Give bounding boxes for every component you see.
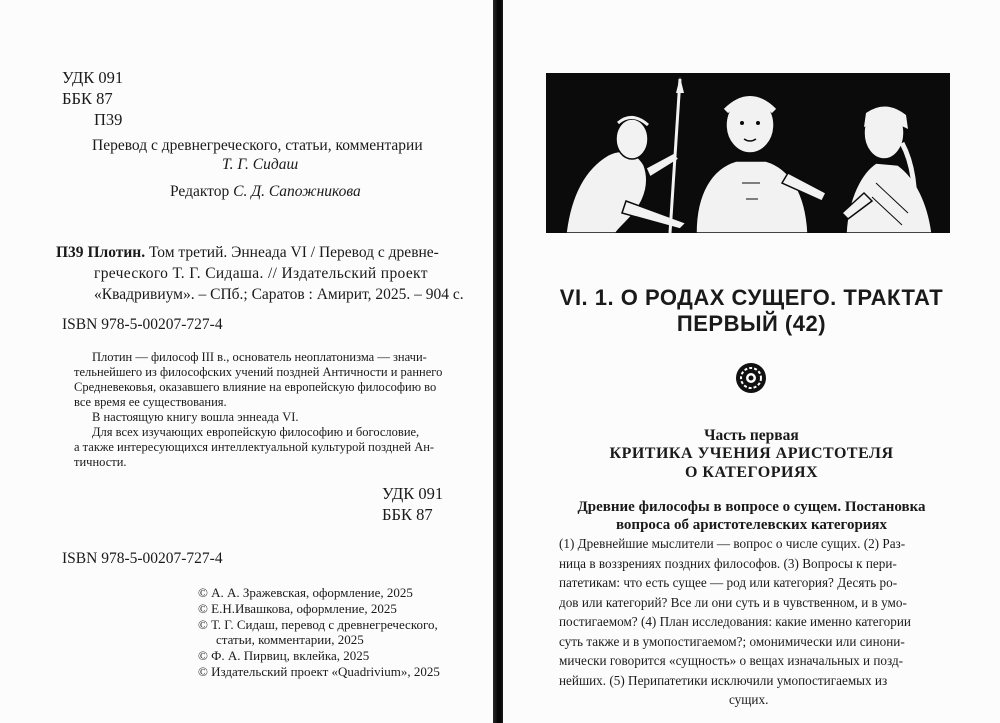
summary-paragraph: [559, 534, 949, 710]
copyright-line: © Издательский проект «Quadrivium», 2025: [198, 664, 440, 679]
part-title-line2: О КАТЕГОРИЯХ: [684, 464, 819, 481]
author-mark: П39: [94, 110, 123, 129]
audience-line: а также интересующихся интеллектуальной культурой поздней Ан-: [74, 440, 435, 454]
editor-credit: [170, 183, 361, 201]
vase-illustration: [546, 73, 950, 233]
abstract-line: Средневековья, оказавшего влияние на европейскую философию во: [74, 380, 437, 394]
abstract: [74, 350, 450, 470]
summary-line: патетикам: что есть сущее — род или категория? Десять ро-: [559, 575, 898, 590]
section-heading-line2: вопроса об аристотелевских категориях: [615, 517, 888, 533]
copyright-line: © Е.Н.Ивашкова, оформление, 2025: [198, 601, 397, 616]
isbn-bottom: ISBN 978-5-00207-727-4: [62, 550, 223, 567]
translation-credit: Перевод с древнегреческого, статьи, комментарии: [92, 137, 423, 154]
summary-line: (1) Древнейшие мыслители — вопрос о числе сущих. (2) Раз-: [559, 536, 906, 551]
editor-name: С. Д. Сапожникова: [233, 183, 361, 200]
audience-line: тичности.: [74, 455, 127, 469]
bib-entry-line3: «Квадривиум». – СПб.; Саратов : Амирит, 2025. – 904 с.: [94, 286, 464, 303]
bib-entry-line2: греческого Т. Г. Сидаша. // Издательский проект: [94, 265, 428, 282]
summary-line: ница в воззрениях поздних философов. (3) Вопросы к пери-: [559, 555, 897, 571]
contents-note: В настоящую книгу вошла эннеада VI.: [92, 410, 299, 424]
bib-text1: Том третий. Эннеада VI / Перевод с древне-: [148, 244, 439, 261]
bbk-code: ББК 87: [62, 89, 113, 108]
copyright-line: статьи, комментарии, 2025: [216, 632, 364, 647]
ornament-icon: [735, 362, 767, 394]
translator-name: Т. Г. Сидаш: [222, 156, 299, 173]
treatise-title-line2: ПЕРВЫЙ (42): [676, 311, 827, 336]
summary-line: дов или категорий? Все ли они суть и в чувственном, и в умо-: [559, 594, 907, 610]
summary-line: мически говорится «сущность» о вещах изначальных и позд-: [559, 653, 904, 668]
copyright-line: © А. А. Зражевская, оформление, 2025: [198, 585, 413, 600]
abstract-line: все время ее существования.: [74, 395, 227, 409]
treatise-title-line1: VI. 1. О РОДАХ СУЩЕГО. ТРАКТАТ: [559, 285, 944, 310]
audience-line: Для всех изучающих европейскую философию и богословие,: [92, 425, 420, 439]
right-page: [503, 0, 1000, 723]
editor-label: Редактор: [170, 183, 230, 200]
part-label: Часть первая: [704, 427, 799, 444]
left-page: [0, 0, 495, 723]
bib-code: П39: [56, 244, 84, 261]
copyright-line: © Т. Г. Сидаш, перевод с древнегреческого,: [198, 617, 438, 632]
section-heading-line1: Древние философы в вопросе о сущем. Постановка: [577, 499, 926, 515]
abstract-line: Плотин — философ III в., основатель неоплатонизма — значи-: [92, 350, 427, 364]
copyright-line: © Ф. А. Пирвиц, вклейка, 2025: [198, 648, 370, 663]
summary-line: постигаемом? (4) План исследования: какие именно категории: [559, 614, 911, 629]
isbn-top: ISBN 978-5-00207-727-4: [62, 316, 223, 333]
bib-author: Плотин.: [87, 244, 146, 261]
bbk-bottom: ББК 87: [382, 505, 433, 524]
bib-entry-line1: [56, 244, 439, 262]
udk-code: УДК 091: [62, 68, 124, 87]
summary-line: нейших. (5) Перипатетики исключили умопостигаемых из: [559, 672, 888, 688]
udk-bottom: УДК 091: [382, 484, 444, 503]
summary-line: суть также и в умопостигаемом?; омонимически или синони-: [559, 633, 905, 649]
summary-line: сущих.: [729, 692, 769, 707]
part-title-line1: КРИТИКА УЧЕНИЯ АРИСТОТЕЛЯ: [609, 445, 894, 462]
abstract-line: тельнейшего из философских учений поздней Античности и раннего: [74, 365, 443, 379]
